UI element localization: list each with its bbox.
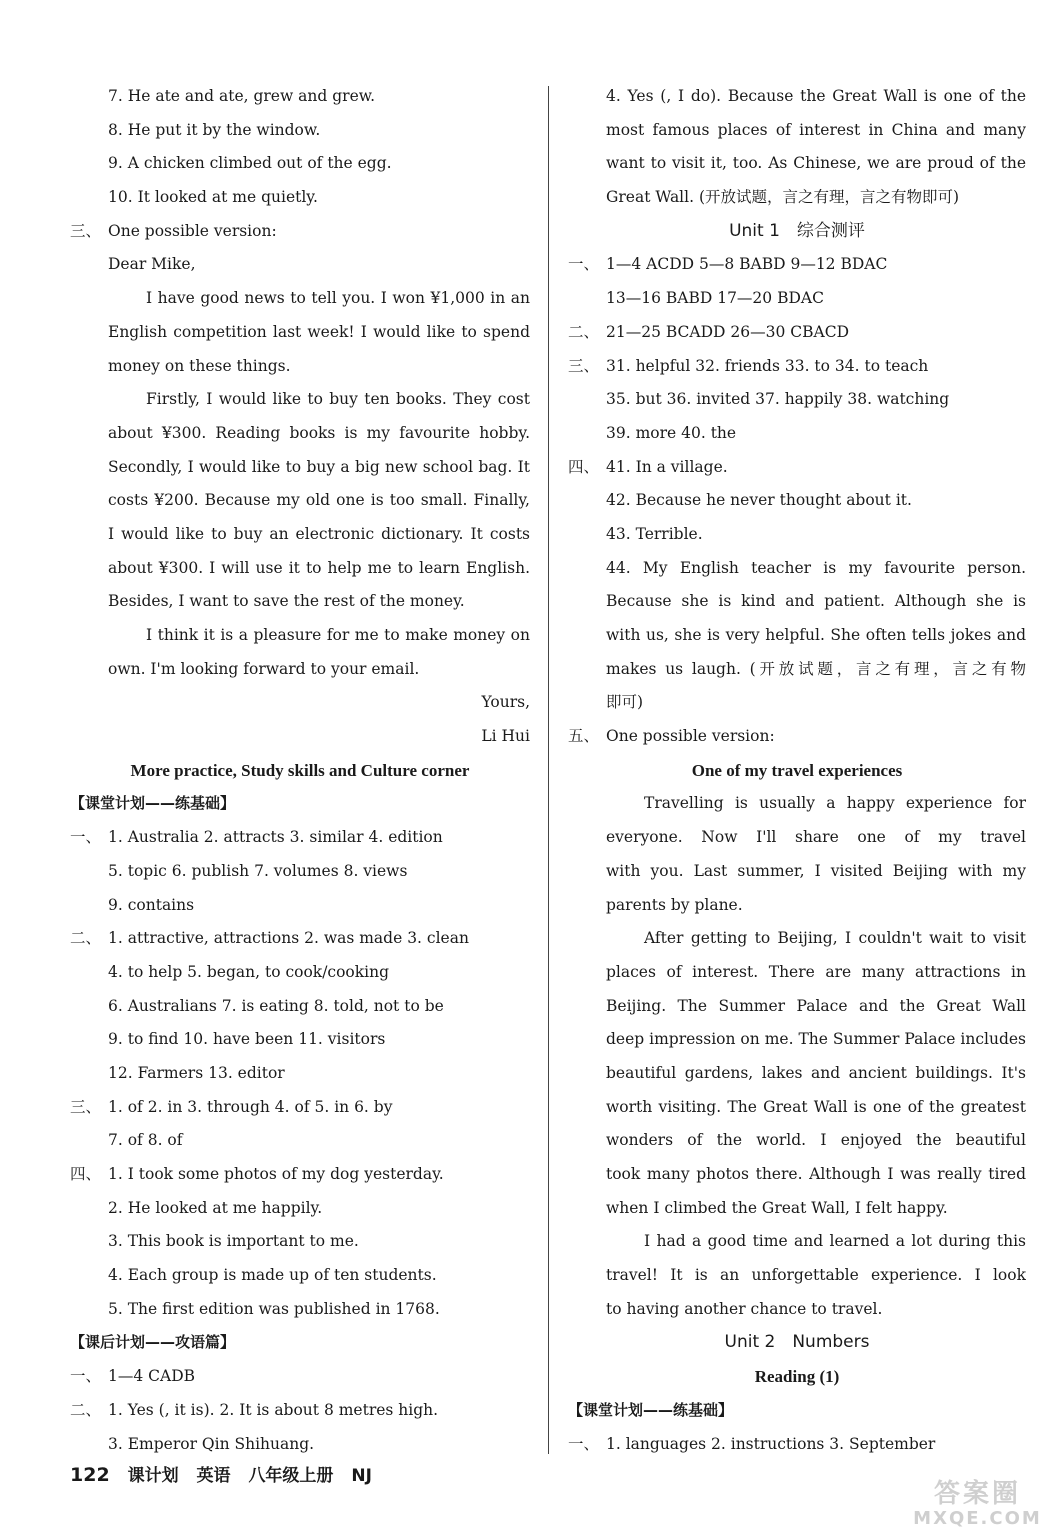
text-line	[568, 1326, 1026, 1360]
line-text: I would like to buy an electronic dictionary. It costs	[108, 524, 530, 543]
text-line	[70, 518, 530, 552]
line-text: 4. to help 5. began, to cook/cooking	[108, 962, 390, 981]
text-line	[70, 417, 530, 451]
text-line	[70, 922, 530, 956]
text-line	[70, 1023, 530, 1057]
text-line	[70, 754, 530, 788]
text-line	[70, 1057, 530, 1091]
line-text: Reading (1)	[754, 1367, 840, 1387]
line-text: 【课后计划——攻语篇】	[70, 1333, 236, 1352]
section-marker: 四、	[70, 1165, 102, 1183]
text-line	[568, 1428, 1026, 1462]
subject-label: 英语	[196, 1466, 231, 1486]
text-line	[568, 1394, 1026, 1428]
line-text: Li Hui	[481, 727, 530, 746]
text-line	[70, 990, 530, 1024]
line-text: 即可)	[606, 693, 644, 712]
section-marker: 五、	[568, 727, 600, 746]
text-line	[70, 821, 530, 855]
line-text: own. I'm looking forward to your email.	[108, 659, 420, 678]
line-text: Great Wall. (开放试题，言之有理，言之有物即可)	[606, 188, 960, 207]
text-line	[70, 1326, 530, 1360]
line-text: 3. This book is important to me.	[108, 1232, 359, 1251]
line-text: most famous places of interest in China and many	[606, 120, 1026, 139]
line-text: One possible version:	[606, 727, 775, 746]
line-text: with us, she is very helpful. She often tells jokes and	[606, 626, 1026, 644]
text-line	[568, 248, 1026, 282]
line-text: about ¥300. I will use it to help me to learn English.	[108, 558, 530, 577]
text-line	[568, 720, 1026, 754]
section-marker: 一、	[568, 1434, 600, 1453]
text-line	[70, 248, 530, 282]
line-text: 2. He looked at me happily.	[108, 1198, 323, 1217]
line-text: 6. Australians 7. is eating 8. told, not to be	[108, 996, 444, 1015]
line-text: Dear Mike,	[108, 255, 196, 274]
line-text: 9. to find 10. have been 11. visitors	[108, 1030, 386, 1049]
text-line	[568, 552, 1026, 586]
left-column	[70, 80, 530, 1461]
line-text: 【课堂计划——练基础】	[70, 794, 236, 813]
line-text: makes us laugh. (开放试题，言之有理，言之有物	[606, 659, 1026, 678]
text-line	[568, 754, 1026, 788]
line-text: deep impression on me. The Summer Palace includes	[606, 1030, 1026, 1049]
text-line	[70, 686, 530, 720]
text-line	[568, 653, 1026, 687]
line-text: 1—4 ACDD 5—8 BABD 9—12 BDAC	[606, 255, 888, 274]
text-line	[568, 1225, 1026, 1259]
page-footer	[70, 1460, 384, 1490]
text-line	[568, 855, 1026, 889]
text-line	[568, 787, 1026, 821]
line-text: 1. languages 2. instructions 3. September	[606, 1434, 936, 1453]
line-text: 1. I took some photos of my dog yesterday.	[108, 1165, 444, 1183]
line-text: want to visit it, too. As Chinese, we are proud of the	[606, 154, 1026, 173]
book-title: 课计划	[127, 1466, 179, 1486]
text-line	[70, 1259, 530, 1293]
line-text: Because she is kind and patient. Although she is	[606, 592, 1026, 611]
line-text: After getting to Beijing, I couldn't wait to visit	[644, 929, 1026, 948]
line-text: 39. more 40. the	[606, 423, 737, 442]
line-text: everyone. Now I'll share one of my travel	[606, 828, 1026, 847]
line-text: 12. Farmers 13. editor	[108, 1063, 285, 1082]
line-text: 10. It looked at me quietly.	[108, 188, 318, 207]
section-marker: 三、	[568, 356, 600, 375]
line-text: money on these things.	[108, 356, 291, 375]
line-text: 13—16 BABD 17—20 BDAC	[606, 289, 824, 308]
line-text: Unit 2 Numbers	[724, 1332, 870, 1353]
text-line	[568, 147, 1026, 181]
line-text: English competition last week! I would like to spend	[108, 322, 530, 341]
text-line	[70, 552, 530, 586]
text-line	[70, 1360, 530, 1394]
line-text: Yours,	[481, 693, 530, 712]
text-line	[70, 653, 530, 687]
line-text: about ¥300. Reading books is my favourite hobby.	[108, 423, 530, 442]
grade-label: 八年级上册	[248, 1466, 334, 1486]
line-text: with you. Last summer, I visited Beijing with my	[606, 861, 1026, 880]
line-text: 3. Emperor Qin Shihuang.	[108, 1434, 315, 1453]
text-line	[568, 80, 1026, 114]
text-line	[568, 1192, 1026, 1226]
right-column	[568, 80, 1026, 1461]
section-marker: 一、	[70, 1367, 102, 1386]
text-line	[568, 585, 1026, 619]
text-line	[70, 1428, 530, 1462]
line-text: 31. helpful 32. friends 33. to 34. to teach	[606, 356, 929, 375]
text-line	[70, 855, 530, 889]
line-text: I think it is a pleasure for me to make money on	[146, 626, 530, 644]
line-text: costs ¥200. Because my old one is too small. Finally,	[108, 491, 530, 510]
text-line	[70, 720, 530, 754]
line-text: worth visiting. The Great Wall is one of the greatest	[606, 1097, 1026, 1116]
section-marker: 二、	[70, 929, 102, 948]
text-line	[568, 282, 1026, 316]
section-marker: 一、	[568, 255, 600, 274]
text-line	[568, 316, 1026, 350]
text-line	[70, 1394, 530, 1428]
text-line	[70, 1225, 530, 1259]
text-line	[70, 316, 530, 350]
text-line	[70, 147, 530, 181]
line-text: parents by plane.	[606, 895, 743, 914]
text-line	[568, 686, 1026, 720]
line-text: Beijing. The Summer Palace and the Great Wall	[606, 996, 1026, 1015]
line-text: when I climbed the Great Wall, I felt happy.	[606, 1198, 948, 1217]
text-line	[70, 1158, 530, 1192]
text-line	[70, 619, 530, 653]
text-line	[70, 80, 530, 114]
text-line	[568, 215, 1026, 249]
text-line	[568, 1259, 1026, 1293]
line-text: places of interest. There are many attractions in	[606, 962, 1026, 981]
section-marker: 一、	[70, 828, 102, 847]
section-marker: 三、	[70, 1097, 102, 1116]
line-text: 4. Yes (, I do). Because the Great Wall is one of the	[606, 87, 1026, 105]
line-text: 21—25 BCADD 26—30 CBACD	[606, 322, 849, 341]
line-text: 44. My English teacher is my favourite person.	[606, 558, 1026, 577]
line-text: Besides, I want to save the rest of the money.	[108, 592, 465, 611]
text-line	[568, 1293, 1026, 1327]
text-line	[568, 1057, 1026, 1091]
text-line	[568, 484, 1026, 518]
line-text: 1—4 CADB	[108, 1367, 196, 1386]
text-line	[568, 181, 1026, 215]
text-line	[70, 889, 530, 923]
text-line	[70, 1091, 530, 1125]
text-line	[70, 350, 530, 384]
line-text: beautiful gardens, lakes and ancient buildings. It's	[606, 1063, 1026, 1082]
line-text: Secondly, I would like to buy a big new school bag. It	[108, 457, 530, 476]
text-line	[70, 114, 530, 148]
column-divider	[548, 86, 549, 1454]
text-line	[70, 181, 530, 215]
line-text: 9. A chicken climbed out of the egg.	[108, 154, 392, 173]
line-text: 【课堂计划——练基础】	[568, 1400, 734, 1419]
line-text: 8. He put it by the window.	[108, 120, 321, 139]
text-line	[70, 451, 530, 485]
line-text: I have good news to tell you. I won ¥1,000 in an	[146, 289, 530, 308]
text-line	[70, 215, 530, 249]
text-line	[568, 451, 1026, 485]
line-text: Unit 1 综合测评	[729, 220, 865, 241]
line-text: 5. topic 6. publish 7. volumes 8. views	[108, 861, 408, 880]
text-line	[70, 787, 530, 821]
text-line	[568, 417, 1026, 451]
line-text: More practice, Study skills and Culture corner	[130, 760, 470, 780]
line-text: 42. Because he never thought about it.	[606, 491, 912, 510]
line-text: 7. He ate and ate, grew and grew.	[108, 87, 376, 105]
line-text: Travelling is usually a happy experience for	[644, 794, 1026, 813]
line-text: travel! It is an unforgettable experience. I look	[606, 1266, 1026, 1285]
line-text: 1. attractive, attractions 2. was made 3. clean	[108, 929, 469, 948]
text-line	[568, 889, 1026, 923]
text-line	[70, 1293, 530, 1327]
line-text: 9. contains	[108, 895, 195, 914]
text-line	[70, 484, 530, 518]
text-line	[568, 922, 1026, 956]
line-text: 1. Yes (, it is). 2. It is about 8 metres high.	[108, 1400, 439, 1419]
text-line	[70, 282, 530, 316]
text-line	[70, 1124, 530, 1158]
edition-label: NJ	[351, 1466, 372, 1486]
text-line	[568, 114, 1026, 148]
section-marker: 二、	[568, 322, 600, 341]
line-text: 5. The first edition was published in 1768.	[108, 1299, 440, 1318]
line-text: Firstly, I would like to buy ten books. They cost	[146, 390, 530, 409]
section-marker: 三、	[70, 221, 102, 240]
line-text: I had a good time and learned a lot during this	[644, 1232, 1026, 1251]
text-line	[568, 518, 1026, 552]
section-marker: 四、	[568, 457, 600, 476]
line-text: One of my travel experiences	[691, 760, 903, 780]
text-line	[568, 1023, 1026, 1057]
line-text: took many photos there. Although I was really tired	[606, 1165, 1026, 1183]
watermark-logo	[905, 1480, 1050, 1530]
text-line	[70, 1192, 530, 1226]
text-line	[70, 383, 530, 417]
line-text: 1. Australia 2. attracts 3. similar 4. edition	[108, 828, 443, 847]
line-text: 43. Terrible.	[606, 524, 703, 543]
text-line	[568, 821, 1026, 855]
line-text: 1. of 2. in 3. through 4. of 5. in 6. by	[108, 1097, 393, 1116]
text-line	[568, 1158, 1026, 1192]
text-line	[568, 956, 1026, 990]
page-number: 122	[70, 1464, 110, 1486]
line-text: One possible version:	[108, 221, 277, 240]
text-line	[568, 383, 1026, 417]
text-line	[568, 1091, 1026, 1125]
line-text: 7. of 8. of	[108, 1131, 183, 1150]
line-text: wonders of the world. I enjoyed the beautiful	[606, 1131, 1026, 1150]
text-line	[70, 956, 530, 990]
section-marker: 二、	[70, 1400, 102, 1419]
line-text: to having another chance to travel.	[606, 1299, 883, 1318]
line-text: 35. but 36. invited 37. happily 38. watching	[606, 390, 950, 409]
line-text: 41. In a village.	[606, 457, 728, 476]
watermark-url: MXQE.COM	[913, 1507, 1042, 1529]
line-text: 4. Each group is made up of ten students.	[108, 1266, 437, 1285]
text-line	[568, 619, 1026, 653]
watermark-text: 答案圈	[933, 1479, 1021, 1509]
text-line	[568, 350, 1026, 384]
text-line	[568, 990, 1026, 1024]
text-line	[70, 585, 530, 619]
text-line	[568, 1360, 1026, 1394]
text-line	[568, 1124, 1026, 1158]
